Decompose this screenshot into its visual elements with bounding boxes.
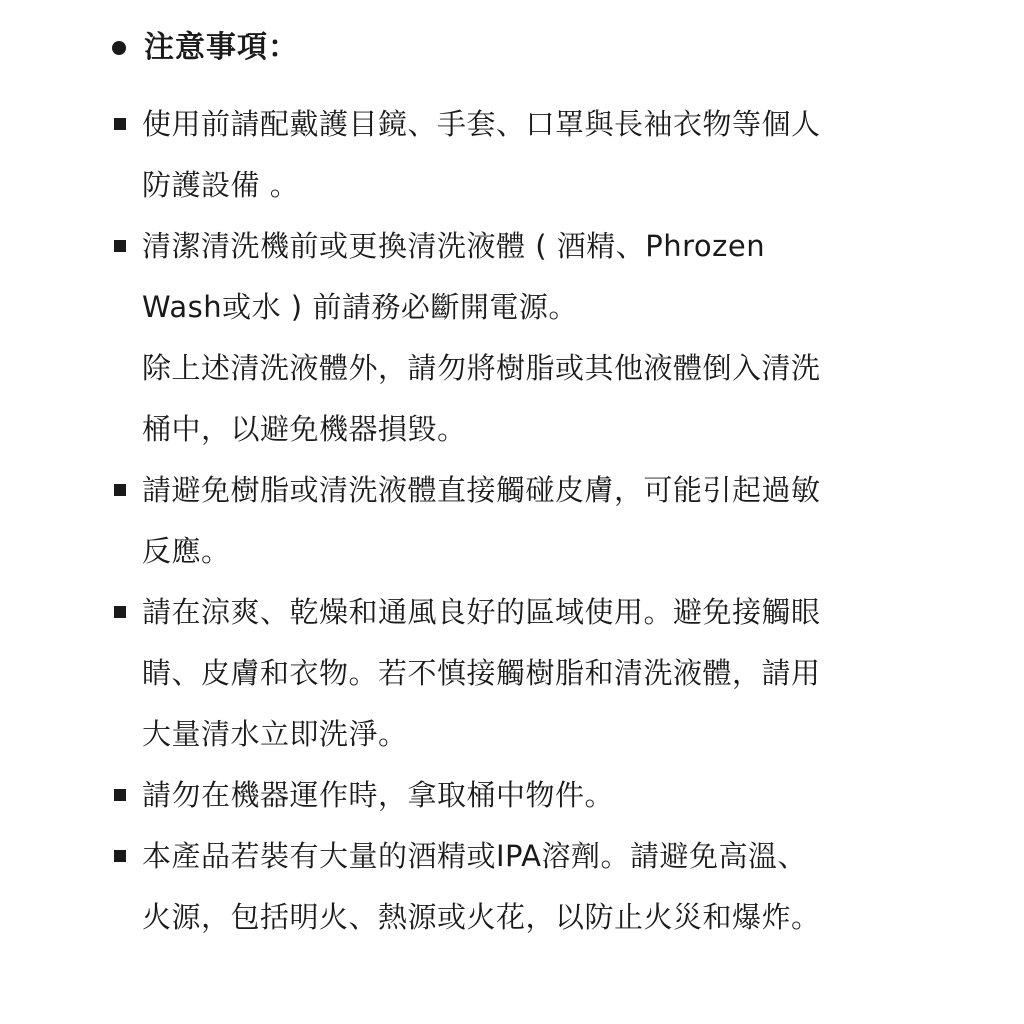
item-line: 除上述清洗液體外，請勿將樹脂或其他液體倒入清洗 [142,351,821,385]
notes-heading [112,22,299,74]
item-line: 請勿在機器運作時，拿取桶中物件。 [142,778,615,812]
notes-heading-text: 注意事項： [144,30,299,65]
list-item [0,216,932,460]
item-line: 使用前請配戴護目鏡、手套、口罩與長袖衣物等個人 [142,107,821,141]
item-line: 反應。 [142,534,231,568]
square-bullet-icon [114,606,126,618]
item-line: 火源，包括明火、熱源或火花，以防止火災和爆炸。 [142,900,821,934]
notes-list [0,94,1024,948]
list-item [0,460,932,582]
square-bullet-icon [114,118,126,130]
list-item [0,94,932,216]
square-bullet-icon [114,850,126,862]
square-bullet-icon [114,484,126,496]
item-line: 本產品若裝有大量的酒精或IPA溶劑。請避免高溫、 [142,839,808,873]
square-bullet-icon [114,240,126,252]
list-item [0,765,932,826]
list-item [0,582,932,765]
bullet-dot-icon [112,41,126,55]
item-line: Wash或水 ) 前請務必斷開電源。 [142,290,578,324]
item-line: 防護設備 。 [142,168,300,202]
item-line: 大量清水立即洗淨。 [142,717,408,751]
square-bullet-icon [114,789,126,801]
item-line: 桶中，以避免機器損毀。 [142,412,467,446]
item-line: 清潔清洗機前或更換清洗液體 ( 酒精、Phrozen [142,229,766,263]
item-line: 請避免樹脂或清洗液體直接觸碰皮膚，可能引起過敏 [142,473,821,507]
list-item [0,826,932,948]
item-line: 睛、皮膚和衣物。若不慎接觸樹脂和清洗液體，請用 [142,656,821,690]
item-line: 請在涼爽、乾燥和通風良好的區域使用。避免接觸眼 [142,595,821,629]
